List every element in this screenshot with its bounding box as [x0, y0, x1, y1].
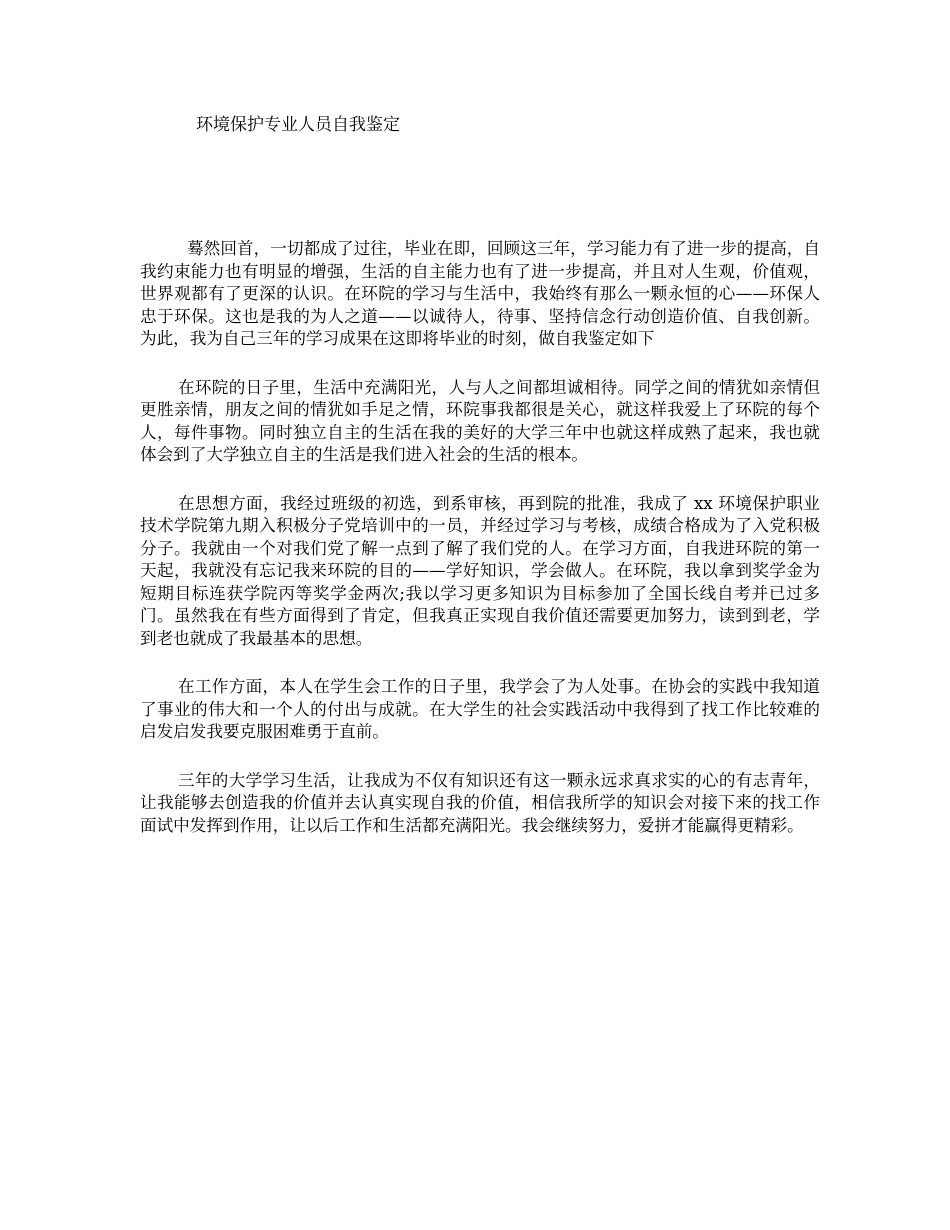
document-body: [140, 238, 820, 863]
paragraph-work: 在工作方面，本人在学生会工作的日子里，我学会了为人处事。在协会的实践中我知道了事业的伟大和一个人的付出与成就。在大学生的社会实践活动中我得到了找工作比较难的启发启发我要克服困难勇于直前。: [140, 677, 820, 741]
document-title: 环境保护专业人员自我鉴定: [196, 115, 400, 135]
paragraph-conclusion: 三年的大学学习生活，让我成为不仅有知识还有这一颗永远求真求实的心的有志青年，让我能够去创造我的价值并去认真实现自我的价值，相信我所学的知识会对接下来的找工作面试中发挥到作用，让以后工作和生活都充满阳光。我会继续努力，爱拼才能赢得更精彩。: [140, 770, 820, 835]
paragraph-campus-life: 在环院的日子里，生活中充满阳光，人与人之间都坦诚相待。同学之间的情犹如亲情但更胜亲情，朋友之间的情犹如手足之情，环院事我都很是关心，就这样我爱上了环院的每个人，每件事物。同时独立自主的生活在我的美好的大学三年中也就这样成熟了起来，我也就体会到了大学独立自主的生活是我们进入社会的生活的根本。: [140, 377, 820, 464]
paragraph-ideology-study: 在思想方面，我经过班级的初选，到系审核，再到院的批准，我成了 xx 环境保护职业技术学院第九期入积极分子党培训中的一员，并经过学习与考核，成绩合格成为了入党积极分子。我就由一个对我们党了解一点到了解了我们党的人。在学习方面，自我进环院的第一天起，我就没有忘记我来环院的目的——学好知识，学会做人。在环院，我以拿到奖学金为短期目标连获学院丙等奖学金两次;我以学习更多知识为目标参加了全国长线自考并已过多门。虽然我在有些方面得到了肯定，但我真正实现自我价值还需要更加努力，读到到老，学到老也就成了我最基本的思想。: [140, 493, 820, 648]
paragraph-intro: 蓦然回首，一切都成了过往，毕业在即，回顾这三年，学习能力有了进一步的提高，自我约束能力也有明显的增强，生活的自主能力也有了进一步提高，并且对人生观，价值观，世界观都有了更深的认识。在环院的学习与生活中，我始终有那么一颗永恒的心——环保人忠于环保。这也是我的为人之道——以诚待人，待事、坚持信念行动创造价值、自我创新。为此，我为自己三年的学习成果在这即将毕业的时刻，做自我鉴定如下: [140, 239, 820, 348]
